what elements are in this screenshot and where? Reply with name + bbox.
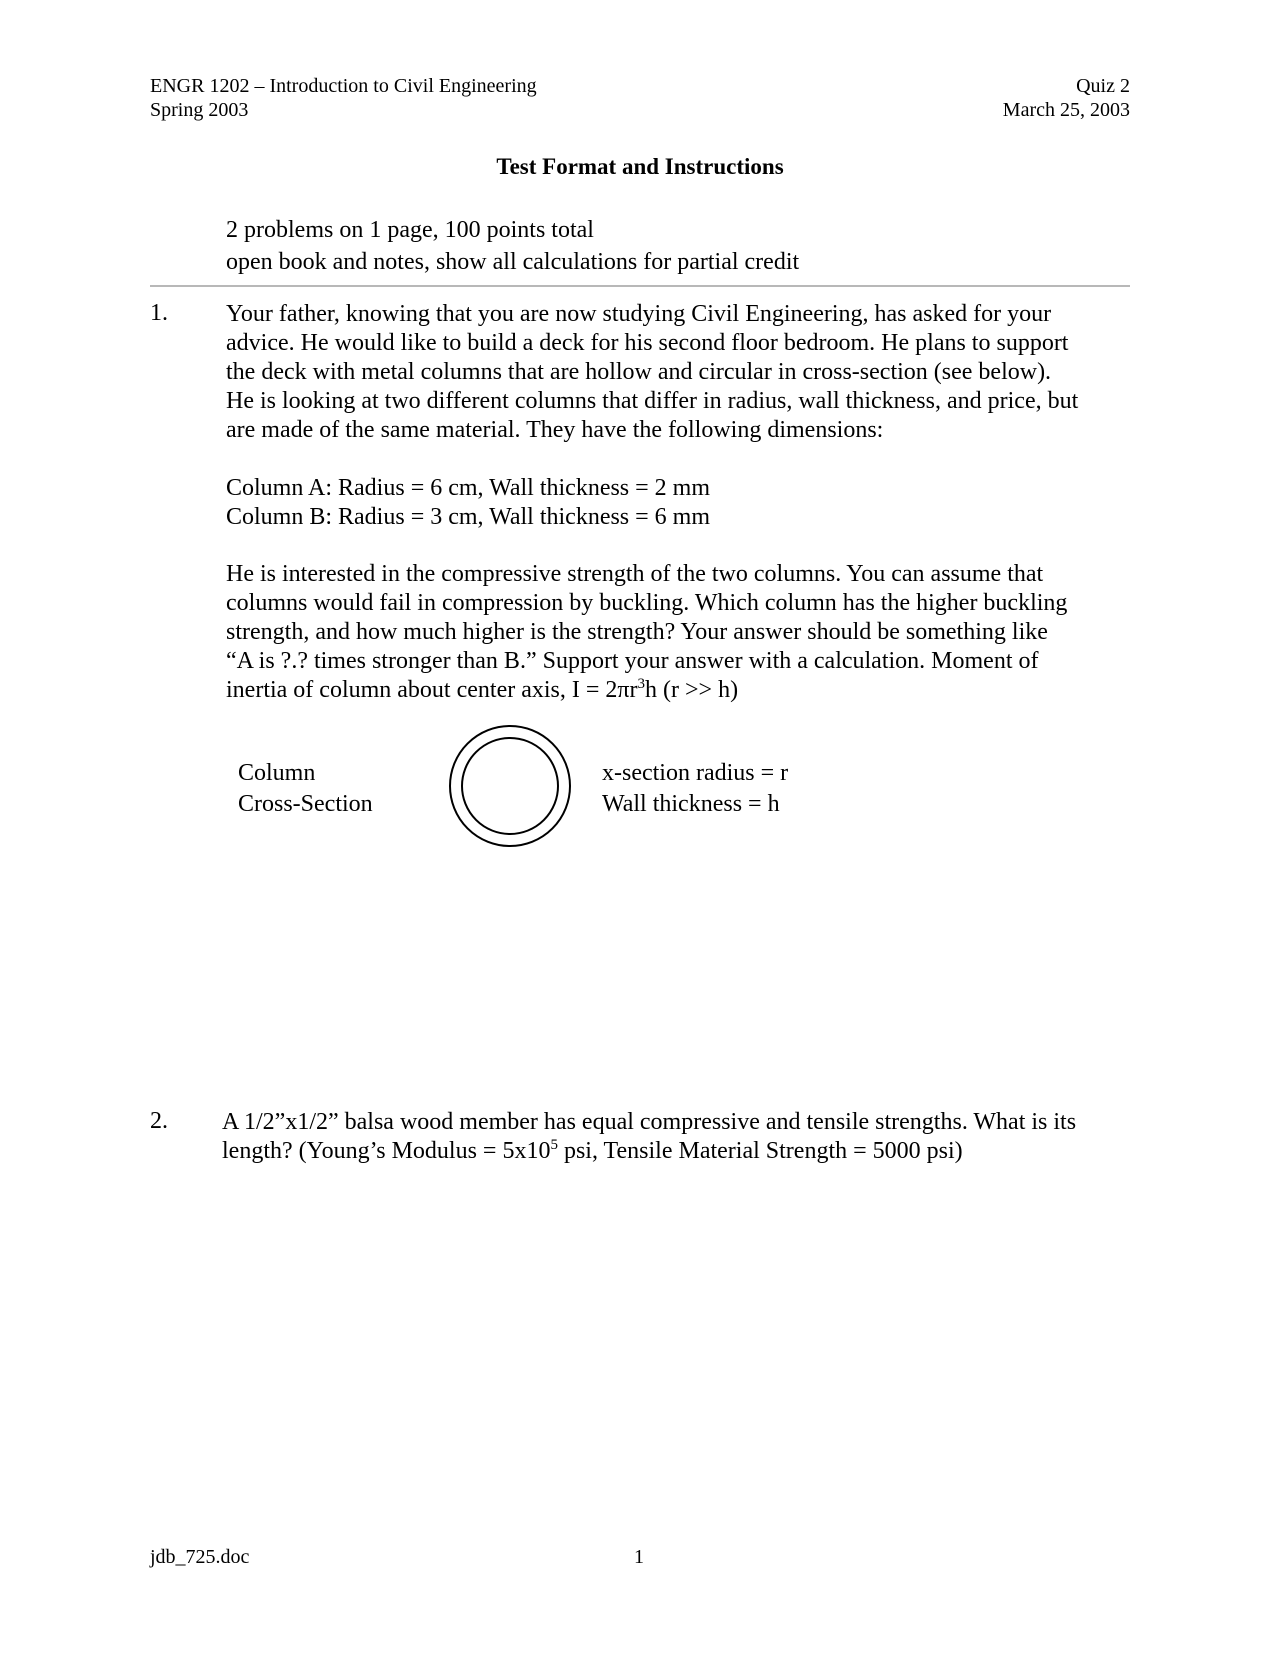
- modulus-exponent: 5: [550, 1137, 558, 1153]
- text-line: the deck with metal columns that are hollow and circular in cross-section (see below).: [226, 359, 1052, 385]
- text-line: Your father, knowing that you are now studying Civil Engineering, has asked for your: [226, 301, 1052, 327]
- inertia-formula-suffix: h (r >> h): [645, 677, 739, 703]
- column-a-dimensions: Column A: Radius = 6 cm, Wall thickness = 2 mm: [226, 475, 711, 501]
- diagram-legend: [602, 758, 788, 820]
- text-line: [222, 1137, 1076, 1166]
- inner-circle: [462, 738, 558, 834]
- problem-number: 1.: [150, 300, 168, 326]
- problem1-question: [226, 560, 1067, 705]
- divider: [150, 285, 1130, 287]
- text-line: He is interested in the compressive strength of the two columns. You can assume that: [226, 561, 1044, 587]
- page-number: 1: [634, 1546, 644, 1568]
- text-line: “A is ?.? times stronger than B.” Support your answer with a calculation. Moment of: [226, 648, 1039, 674]
- course-title: ENGR 1202 – Introduction to Civil Engineering: [150, 75, 537, 97]
- thickness-label: Wall thickness = h: [602, 791, 780, 817]
- inertia-exponent: 3: [637, 676, 646, 692]
- page-title: Test Format and Instructions: [496, 154, 784, 179]
- quiz-date: March 25, 2003: [1002, 99, 1130, 121]
- modulus-text: length? (Young’s Modulus = 5x10: [222, 1138, 551, 1164]
- text-line: are made of the same material. They have the following dimensions:: [226, 417, 884, 443]
- column-dimensions: [226, 474, 710, 532]
- term: Spring 2003: [150, 99, 249, 121]
- text-line: He is looking at two different columns that differ in radius, wall thickness, and price, but: [226, 388, 1079, 414]
- diagram-label: [238, 758, 373, 820]
- text-line: advice. He would like to build a deck for his second floor bedroom. He plans to support: [226, 330, 1069, 356]
- strength-text: psi, Tensile Material Strength = 5000 psi): [557, 1138, 963, 1164]
- inertia-formula-line: [226, 676, 1067, 705]
- outer-circle: [450, 726, 570, 846]
- diagram-label-line: Cross-Section: [238, 791, 373, 817]
- instruction-line: 2 problems on 1 page, 100 points total: [226, 217, 594, 243]
- text-line: strength, and how much higher is the strength? Your answer should be something like: [226, 619, 1048, 645]
- text-line: A 1/2”x1/2” balsa wood member has equal compressive and tensile strengths. What is its: [222, 1109, 1077, 1135]
- diagram-label-line: Column: [238, 760, 316, 786]
- problem1-paragraph: [226, 300, 1078, 445]
- column-b-dimensions: Column B: Radius = 3 cm, Wall thickness = 6 mm: [226, 504, 711, 530]
- radius-label: x-section radius = r: [602, 760, 789, 786]
- column-cross-section-diagram: [448, 724, 572, 848]
- problem2-paragraph: [222, 1108, 1076, 1166]
- footer-filename: jdb_725.doc: [150, 1546, 250, 1568]
- quiz-label: Quiz 2: [1076, 75, 1130, 97]
- text-line: columns would fail in compression by buckling. Which column has the higher buckling: [226, 590, 1068, 616]
- inertia-formula-text: inertia of column about center axis, I = 2πr: [226, 677, 638, 703]
- instruction-line: open book and notes, show all calculations for partial credit: [226, 249, 800, 275]
- problem-number: 2.: [150, 1108, 168, 1134]
